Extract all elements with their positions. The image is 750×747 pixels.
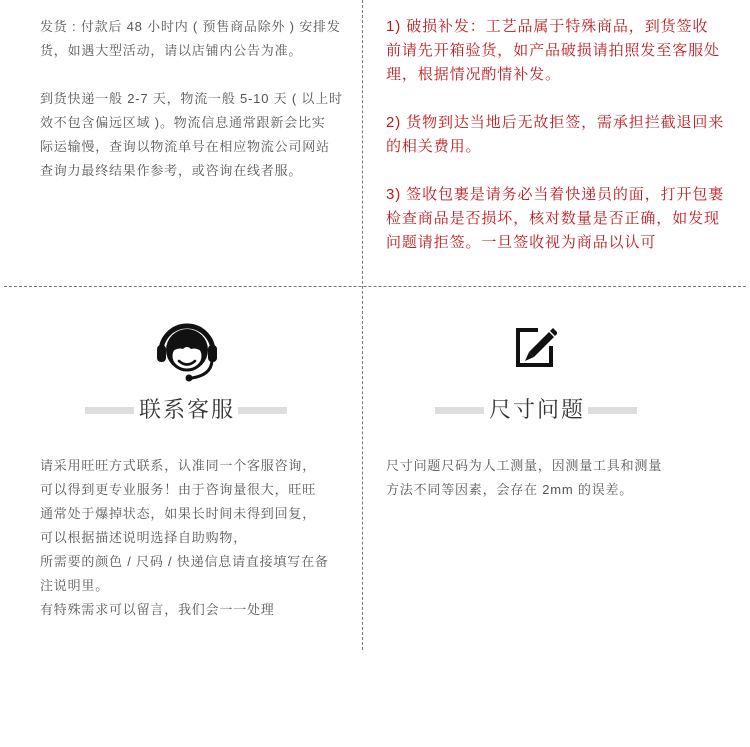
text-line: 前请先开箱验货，如产品破损请拍照发至客服处 [386, 42, 720, 59]
text-line: 方法不同等因素，会存在 2mm 的误差。 [386, 482, 634, 497]
text-line: 查询力最终结果作参考，或咨询在线者服。 [40, 163, 303, 178]
text-line: 货，如遇大型活动，请以店铺内公告为准。 [40, 43, 303, 58]
horizontal-divider [4, 286, 746, 287]
shipping-info [40, 15, 358, 183]
text-line: 理，根据情况酌情补发。 [386, 66, 561, 83]
shipping-delivery-paragraph [40, 87, 358, 183]
text-line: 请采用旺旺方式联系，认准同一个客服咨询， [40, 458, 317, 473]
size-note-text [386, 454, 736, 502]
shipping-dispatch-paragraph [40, 15, 358, 63]
size-note-heading [435, 396, 637, 424]
customer-service-title: 联系客服 [134, 396, 238, 424]
policy-item-refusal [386, 111, 736, 159]
text-line: 可以得到更专业服务！由于咨询量很大，旺旺 [40, 482, 317, 497]
text-line: 所需要的颜色 / 尺码 / 快递信息请直接填写在备 [40, 554, 329, 569]
text-line: 1) 破损补发：工艺品属于特殊商品，到货签收 [386, 18, 709, 35]
text-line: 2) 货物到达当地后无故拒签，需承担拦截退回来 [386, 114, 725, 131]
policy-item-damage [386, 15, 736, 87]
text-line: 注说明里。 [40, 578, 110, 593]
text-line: 可以根据描述说明选择自助购物， [40, 530, 248, 545]
policy-item-inspection [386, 183, 736, 255]
headset-icon [155, 319, 219, 383]
text-line: 检查商品是否损坏，核对数量是否正确，如发现 [386, 210, 720, 227]
text-line: 到货快递一般 2-7 天，物流一般 5-10 天 ( 以上时 [40, 91, 343, 106]
edit-icon [513, 325, 557, 369]
after-sales-policy [386, 15, 736, 255]
text-line: 有特殊需求可以留言，我们会一一处理 [40, 602, 275, 617]
text-line: 通常处于爆掉状态，如果长时间未得到回复， [40, 506, 317, 521]
text-line: 发货 : 付款后 48 小时内 ( 预售商品除外 ) 安排发 [40, 19, 341, 34]
vertical-divider [362, 0, 363, 650]
customer-service-text [40, 454, 358, 622]
text-line: 的相关费用。 [386, 138, 482, 155]
text-line: 3) 签收包裹是请务必当着快递员的面，打开包裹 [386, 186, 725, 203]
size-note-title: 尺寸问题 [484, 396, 588, 424]
text-line: 际运输慢，查询以物流单号在相应物流公司网站 [40, 139, 330, 154]
text-line: 效不包含偏远区域 )。物流信息通常跟新会比实 [40, 115, 326, 130]
text-line: 尺寸问题尺码为人工测量，因测量工具和测量 [386, 458, 663, 473]
text-line: 问题请拒签。一旦签收视为商品以认可 [386, 234, 657, 251]
customer-service-heading [85, 396, 287, 424]
